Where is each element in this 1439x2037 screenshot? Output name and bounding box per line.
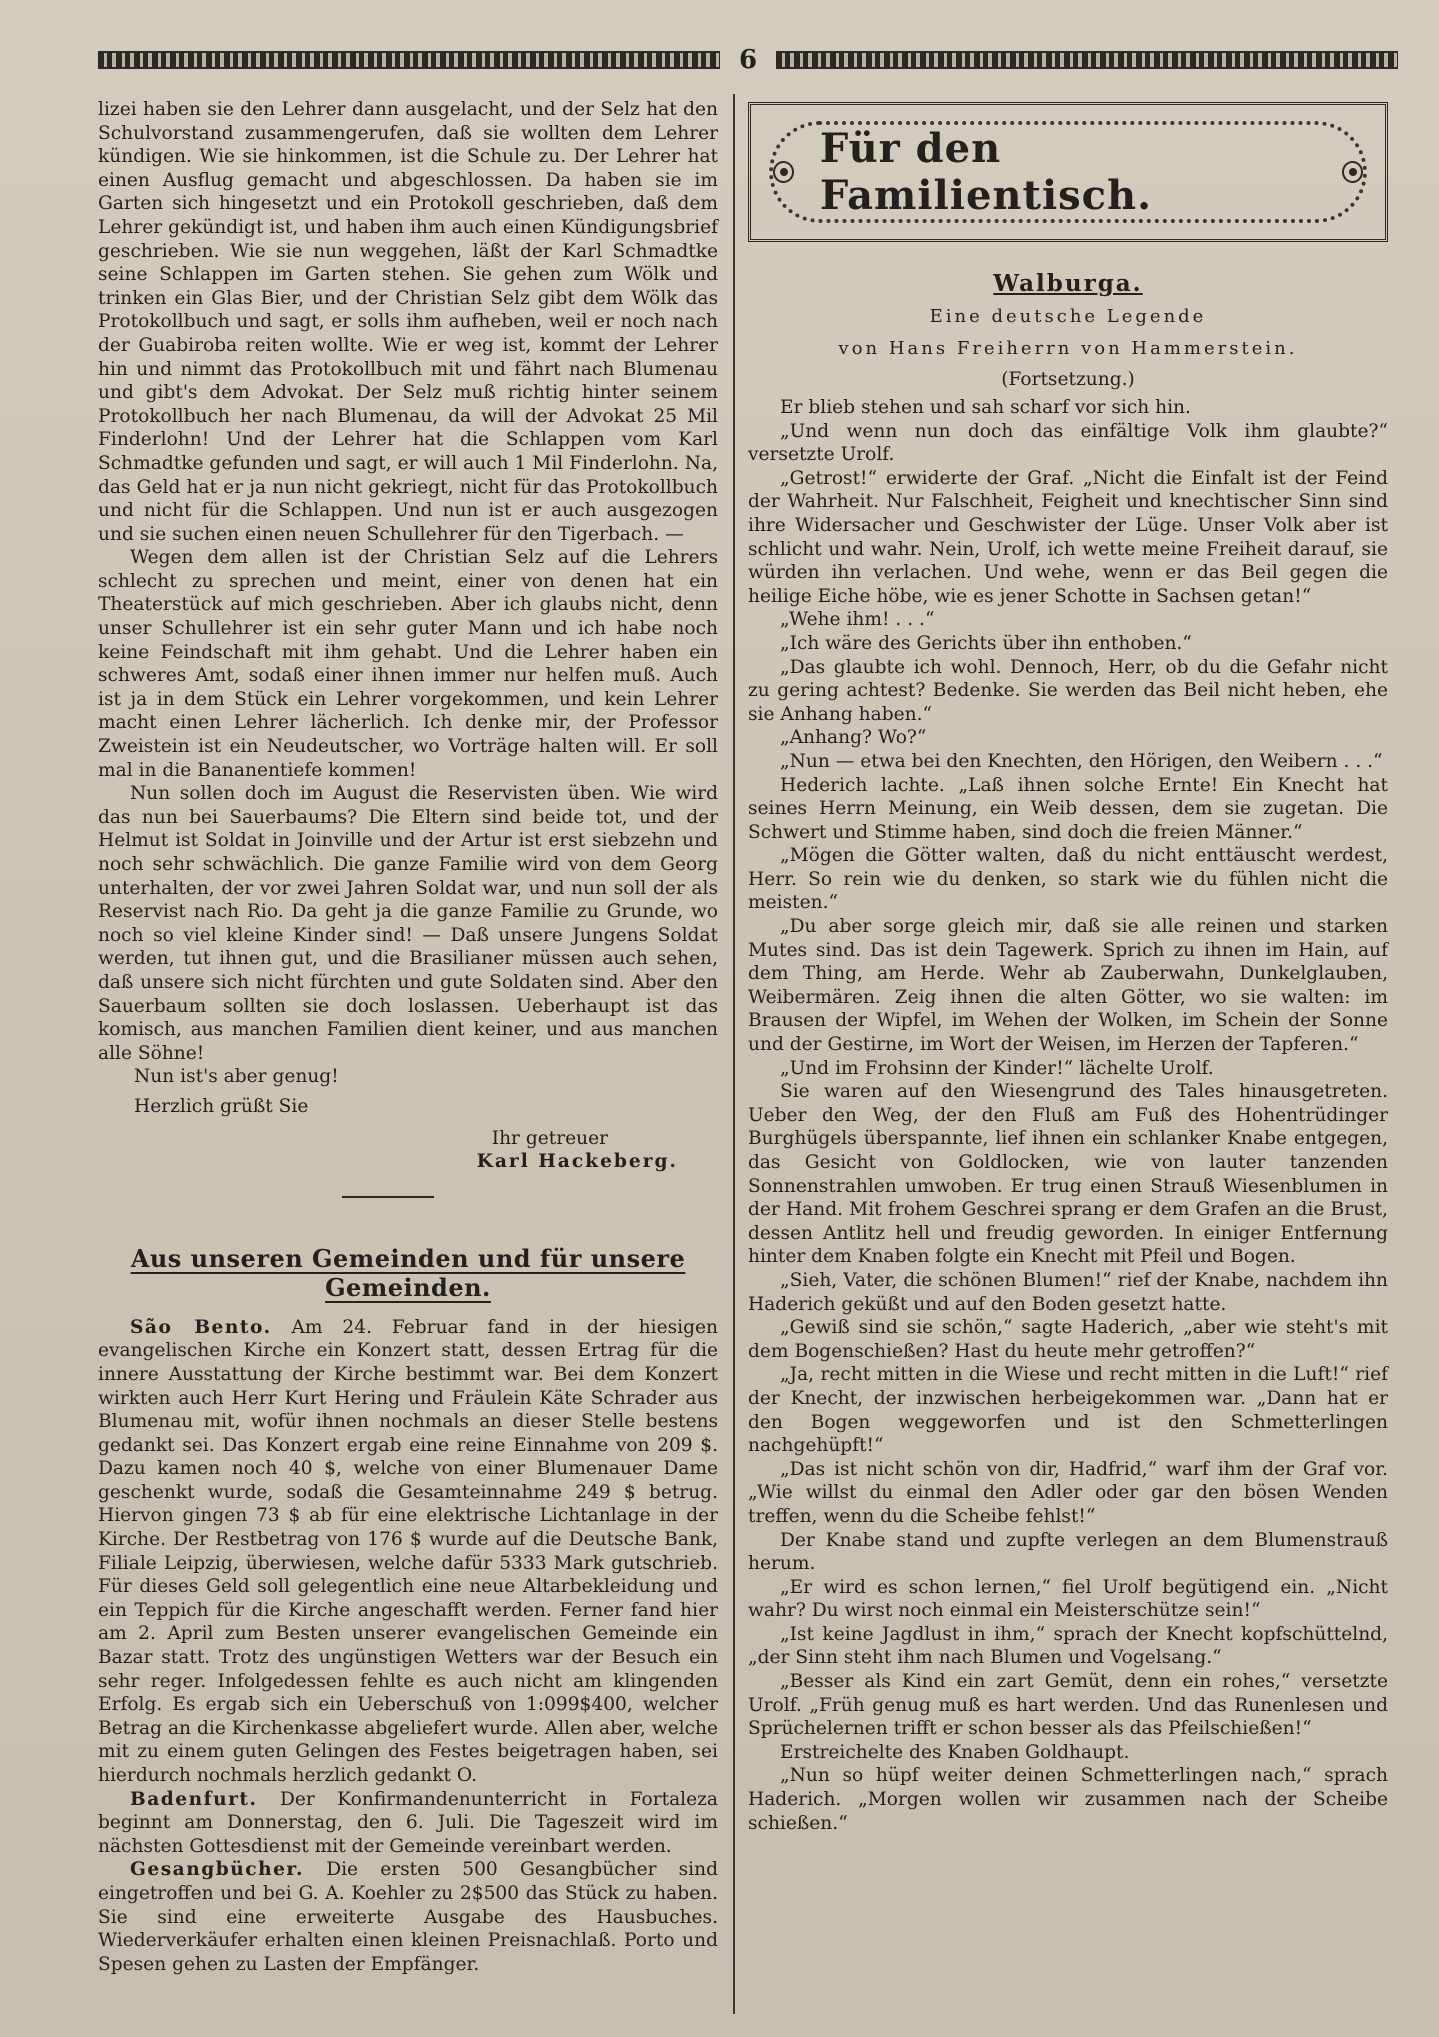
story-paragraph: „Er wird es schon lernen,“ fiel Urolf begütigend ein. „Nicht wahr? Du wirst noch einmal ein Meisterschütze sein!“ [748,1576,1388,1622]
signature-name: Karl Hackeberg. [476,1151,678,1173]
page-header [98,44,1398,76]
ornament-dot-icon [773,161,794,183]
ornament-dot-icon [1342,161,1363,183]
story-title: Walburga. [993,270,1143,297]
story-paragraph: „Besser als Kind ein zart Gemüt, denn ein rohes,“ versetzte Urolf. „Früh genug muß es hart werden. Und das Runenlesen und Sprüchelernen trifft er schon besser als das Pfeilschießen!“ [748,1671,1388,1740]
news-item [98,1316,718,1788]
signature-line: Ihr getreuer [491,1127,608,1149]
story-paragraph: „Ist keine Jagdlust in ihm,“ sprach der Knecht kopfschüttelnd, „der Sinn steht ihm nach Blumen und Vogelsang.“ [748,1623,1388,1669]
letter-closing: Nun ist's aber genug! [134,1066,339,1088]
header-ornament-right [776,51,1398,69]
story-paragraph: Hederich lachte. „Laß ihnen solche Ernte! Ein Knecht hat seines Herrn Meinung, ein Weib dessen, dem sie zugetan. Die Schwert und Stimme haben, sind doch die freien Männer.“ [748,774,1388,843]
story-continuation: (Fortsetzung.) [1001,369,1135,390]
left-column [98,98,718,1976]
news-text: Der Konfirmandenunterricht in Fortaleza beginnt am Donnerstag, den 6. Juli. Die Tageszeit wird im nächsten Gottesdienst mit der Gemeinde vereinbart werden. [98,1788,718,1857]
news-place: Gesangbücher. [130,1859,304,1881]
right-column [748,98,1388,1835]
section-rule [342,1196,434,1198]
story-paragraph: „Wehe ihm! . . .“ [780,609,935,631]
news-place: Badenfurt. [130,1788,258,1810]
news-text: Am 24. Februar fand in der hiesigen evangelischen Kirche ein Konzert statt, dessen Ertrag für die innere Ausstattung der Kirche bestimmt war. Bei dem Konzert wirkten auch Herr Kurt Hering und Fräulein Käte Schrader aus Blumenau mit, wofür ihnen nochmals an dieser Stelle bestens gedankt sei. Das Konzert ergab eine reine Einnahme von 209 $. Dazu kamen noch 40 $, welche von einer Blumenauer Dame geschenkt wurde, sodaß die Gesamteinnahme 249 $ betrug. Hiervon gingen 73 $ ab für eine elektrische Lichtanlage in der Kirche. Der Restbetrag von 176 $ wurde auf die Deutsche Bank, Filiale Leipzig, überwiesen, welche dafür 5333 Mark gutschrieb. Für dieses Geld soll gelegentlich eine neue Altarbekleidung und ein Teppich für die Kirche angeschafft werden. Ferner fand hier am 2. April zum Besten unserer evangelischen Gemeinde ein Bazar statt. Trotz des ungünstigen Wetters war der Besuch ein sehr reger. Infolgedessen fehlte es auch nicht am klingenden Erfolg. Es ergab sich ein Ueberschuß von 1:099$400, welcher Betrag an die Kirchenkasse abgeliefert wurde. Allen aber, welche mit zu einem guten Gelingen des Festes beigetragen haben, sei hierdurch nochmals herzlich gedankt O. [98,1316,718,1786]
story-paragraph: „Anhang? Wo?“ [780,727,927,749]
story-paragraph: Erstreichelte des Knaben Goldhaupt. [780,1741,1130,1763]
story-paragraph: „Ja, recht mitten in die Wiese und recht mitten in die Luft!“ rief der Knecht, der inzwischen herbeigekommen war. „Dann hat er den Bogen weggeworfen und ist den Schmetterlingen nachgehüpft!“ [748,1364,1388,1457]
news-text: Die ersten 500 Gesangbücher sind eingetroffen und bei G. A. Koehler zu 2$500 das Stück zu haben. Sie sind eine erweiterte Ausgabe des Hausbuches. Wiederverkäufer erhalten einen kleinen Preisnachlaß. Porto und Spesen gehen zu Lasten der Empfänger. [98,1859,718,1975]
story-paragraph: „Und wenn nun doch das einfältige Volk ihm glaubte?“ versetzte Urolf. [748,420,1388,466]
story-paragraph: „Getrost!“ erwiderte der Graf. „Nicht die Einfalt ist der Feind der Wahrheit. Nur Falschheit, Feigheit und knechtischer Sinn sind ihre Widersacher und Geschwister der Lüge. Unser Volk aber ist schlicht und wahr. Nein, Urolf, ich wette meine Freiheit darauf, sie würden ihn verlachen. Und wehe, wenn er das Beil gegen die heilige Eiche höbe, wie es jener Schotte in Sachsen getan!“ [748,467,1388,607]
story-paragraph: „Das glaubte ich wohl. Dennoch, Herr, ob du die Gefahr nicht zu gering achtest? Bedenke. Sie werden das Beil nicht heben, ehe sie Anhang haben.“ [748,656,1388,725]
page-number: 6 [738,45,758,75]
story-paragraph: „Ich wäre des Gerichts über ihn enthoben.“ [780,632,1192,654]
story-paragraph: „Du aber sorge gleich mir, daß sie alle reinen und starken Mutes sind. Das ist dein Tagewerk. Sprich zu ihnen im Hain, auf dem Thing, am Herde. Wehr ab Zauberwahn, Dunkelglauben, Weibermären. Zeig ihnen die alten Götter, wo sie walten: im Brausen der Wipfel, im Wehen der Wolken, im Schein der Sonne und der Gestirne, im Wort der Weisen, im Herzen der Tapferen.“ [748,916,1388,1056]
story-paragraph: „Nun — etwa bei den Knechten, den Hörigen, den Weibern . . .“ [780,750,1383,772]
letter-paragraph: Nun sollen doch im August die Reservisten üben. Wie wird das nun bei Sauerbaums? Die Eltern sind beide tot, und der Helmut ist Soldat in Joinville und der Artur ist erst siebzehn und noch sehr schwächlich. Die ganze Familie wird von dem Georg unterhalten, der vor zwei Jahren Soldat war, und nun soll der als Reservist nach Rio. Da geht ja die ganze Familie zu Grunde, wo noch so viel kleine Kinder sind! — Daß unsere Jungens Soldat werden, tut ihnen gut, und die Brasilianer müssen auch sehen, daß unsere sich nicht fürchten und gute Soldaten sind. Aber den Sauerbaum sollten sie doch loslassen. Ueberhaupt ist das komisch, aus manchen Familien dient keiner, und aus manchen alle Söhne! [98,783,718,1064]
story-paragraph: „Nun so hüpf weiter deinen Schmetterlingen nach,“ sprach Haderich. „Morgen wollen wir zusammen nach der Scheibe schießen.“ [748,1765,1388,1834]
story-author: von Hans Freiherrn von Hammerstein. [838,338,1298,359]
story-paragraph: „Sieh, Vater, die schönen Blumen!“ rief der Knabe, nachdem ihn Haderich geküßt und auf den Boden gesetzt hatte. [748,1269,1388,1315]
section-header-title: Für den Familientisch. [819,125,1153,219]
news-item [98,1788,718,1859]
news-place: São Bento. [130,1316,272,1338]
story-subtitle: Eine deutsche Legende [929,306,1207,327]
story-paragraph: Der Knabe stand und zupfte verlegen an dem Blumenstrauß herum. [748,1529,1388,1575]
letter-greeting: Herzlich grüßt Sie [134,1095,309,1117]
story-paragraph: „Mögen die Götter walten, daß du nicht enttäuscht werdest, Herr. So rein wie du denken, so stark wie du fühlen nicht die meisten.“ [748,845,1388,914]
header-ornament-left [98,51,720,69]
section-header-frame [769,121,1367,223]
story-paragraph: Sie waren auf den Wiesengrund des Tales hinausgetreten. Ueber den Weg, der den Fluß am Fuß des Hohentrüdinger Burghügels überspannte, lief ihnen ein schlanker Knabe entgegen, das Gesicht von Goldlocken, wie von lauter tanzenden Sonnenstrahlen umwoben. Er trug einen Strauß Wiesenblumen in der Hand. Mit frohem Geschrei sprang er dem Grafen an die Brust, dessen Antlitz hell und freudig geworden. In einiger Entfernung hinter dem Knaben folgte ein Knecht mit Pfeil und Bogen. [748,1081,1388,1268]
story-body [748,396,1388,1835]
letter-paragraph: lizei haben sie den Lehrer dann ausgelacht, und der Selz hat den Schulvorstand zusammengerufen, daß sie wollten dem Lehrer kündigen. Wie sie hinkommen, ist die Schule zu. Der Lehrer hat einen Ausflug gemacht und abgeschlossen. Da haben sie im Garten sich hingesetzt und ein Protokoll geschrieben, daß dem Lehrer gekündigt ist, und haben ihm auch einen Kündigungsbrief geschrieben. Wie sie nun weggehen, läßt der Karl Schmadtke seine Schlappen im Garten stehen. Sie gehen zum Wölk und trinken ein Glas Bier, und der Christian Selz gibt dem Wölk das Protokollbuch und sagt, er solls ihm aufheben, weil er noch nach der Guabiroba reiten wollte. Wie er weg ist, kommt der Lehrer hin und nimmt das Protokollbuch mit und fährt nach Blumenau und gibt's dem Advokat. Der Selz muß richtig hinter seinem Protokollbuch her nach Blumenau, da will der Advokat 25 Mil Finderlohn! Und der Lehrer hat die Schlappen vom Karl Schmadtke gefunden und sagt, er will auch 1 Mil Finderlohn. Na, das Geld hat er ja nun nicht gekriegt, nicht für das Protokollbuch und nicht für die Schlappen. Und nun ist er auch ausgezogen und sie suchen einen neuen Schullehrer für den Tigerbach. — [98,99,718,545]
section-title: Aus unseren Gemeinden und für unsere Gemeinden. [130,1243,686,1302]
story-paragraph: „Das ist nicht schön von dir, Hadfrid,“ warf ihm der Graf vor. „Wie willst du einmal den Adler oder gar den bösen Wenden treffen, wenn du die Scheibe fehlst!“ [748,1458,1388,1527]
story-paragraph: Er blieb stehen und sah scharf vor sich hin. [780,397,1191,418]
news-item [98,1858,718,1976]
column-divider [733,94,735,2014]
section-header-box [748,102,1388,242]
story-paragraph: „Und im Frohsinn der Kinder!“ lächelte Urolf. [780,1057,1214,1079]
story-paragraph: „Gewiß sind sie schön,“ sagte Haderich, „aber wie steht's mit dem Bogenschießen? Hast du heute mehr getroffen?“ [748,1317,1388,1362]
letter-paragraph: Wegen dem allen ist der Christian Selz auf die Lehrers schlecht zu sprechen und meint, einer von denen hat ein Theaterstück auf mich geschrieben. Aber ich glaubs nicht, denn unser Schullehrer ist ein sehr guter Mann und ich habe noch keine Feindschaft mit ihm gehabt. Und die Lehrer haben ein schweres Amt, sodaß einer ihnen immer nur helfen muß. Auch ist ja in dem Stück ein Lehrer vorgekommen, und kein Lehrer macht einen Lehrer lächerlich. Ich denke mir, der Professor Zweistein ist ein Neudeutscher, wo Vorträge halten will. Er soll mal in die Bananentiefe kommen! [98,547,718,781]
